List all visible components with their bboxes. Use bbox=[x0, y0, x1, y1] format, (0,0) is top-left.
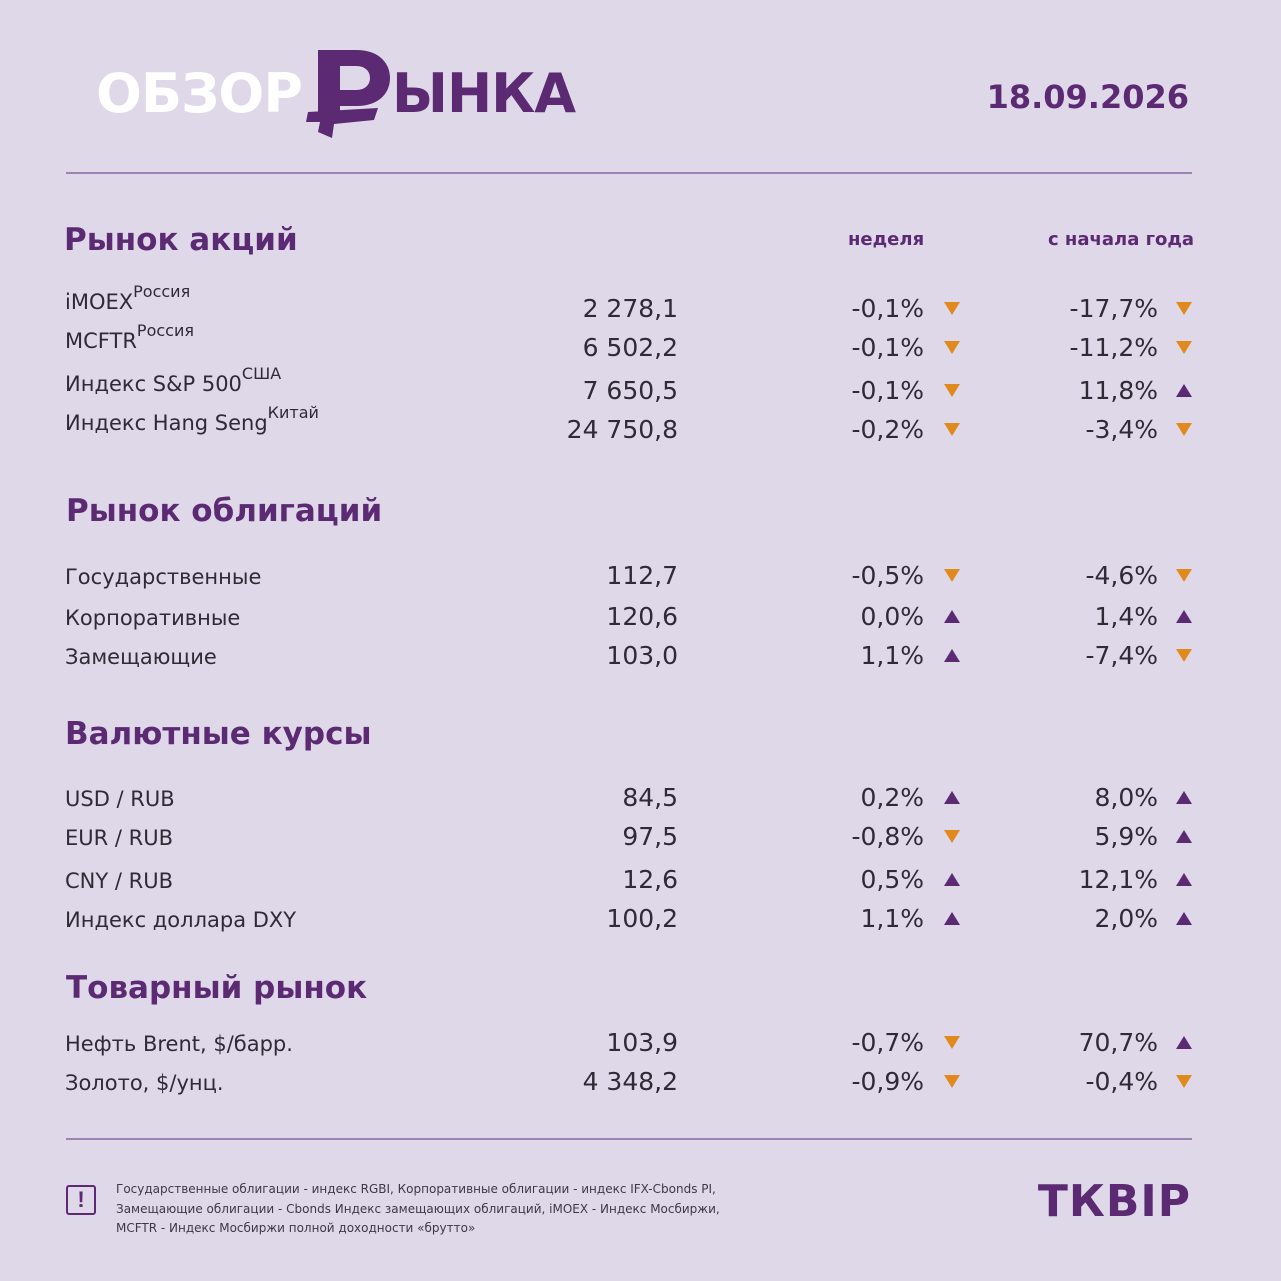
table-row bbox=[0, 1067, 1281, 1107]
row-name bbox=[65, 1071, 224, 1095]
row-name bbox=[65, 403, 319, 435]
row-week-change: 0,2% bbox=[860, 783, 924, 812]
row-value: 103,9 bbox=[606, 1028, 678, 1057]
row-name-text: CNY / RUB bbox=[65, 869, 173, 893]
row-value: 7 650,5 bbox=[582, 376, 678, 405]
row-week-change: -0,2% bbox=[851, 415, 924, 444]
row-name-text: Государственные bbox=[65, 565, 262, 589]
row-name bbox=[65, 645, 217, 669]
row-value: 97,5 bbox=[622, 822, 678, 851]
row-value: 84,5 bbox=[622, 783, 678, 812]
row-ytd-change: 70,7% bbox=[1078, 1028, 1158, 1057]
row-value: 120,6 bbox=[606, 602, 678, 631]
table-row bbox=[0, 602, 1281, 642]
row-week-change: -0,9% bbox=[851, 1067, 924, 1096]
row-name bbox=[65, 908, 296, 932]
footnote-line: Замещающие облигации - Cbonds Индекс замещающих облигаций, iMOEX - Индекс Мосбиржи, bbox=[116, 1201, 720, 1216]
arrow-down-icon bbox=[944, 830, 960, 843]
row-value: 4 348,2 bbox=[582, 1067, 678, 1096]
arrow-up-icon bbox=[1176, 830, 1192, 843]
row-name-text: iMOEX bbox=[65, 290, 134, 314]
top-divider bbox=[66, 172, 1192, 174]
arrow-down-icon bbox=[1176, 341, 1192, 354]
row-value: 2 278,1 bbox=[582, 294, 678, 323]
row-ytd-change: -3,4% bbox=[1085, 415, 1158, 444]
bottom-divider bbox=[66, 1138, 1192, 1140]
row-name bbox=[65, 826, 173, 850]
table-row bbox=[0, 822, 1281, 862]
row-week-change: 0,5% bbox=[860, 865, 924, 894]
arrow-up-icon bbox=[944, 791, 960, 804]
row-name-text: Замещающие bbox=[65, 645, 217, 669]
row-name-text: MCFTR bbox=[65, 329, 137, 353]
arrow-down-icon bbox=[1176, 569, 1192, 582]
row-ytd-change: -11,2% bbox=[1069, 333, 1158, 362]
row-ytd-change: 8,0% bbox=[1094, 783, 1158, 812]
arrow-up-icon bbox=[1176, 873, 1192, 886]
row-name bbox=[65, 321, 194, 353]
row-ytd-change: 11,8% bbox=[1078, 376, 1158, 405]
arrow-down-icon bbox=[944, 569, 960, 582]
arrow-up-icon bbox=[944, 610, 960, 623]
footnote-line: MCFTR - Индекс Мосбиржи полной доходности «брутто» bbox=[116, 1221, 476, 1235]
row-ytd-change: 2,0% bbox=[1094, 904, 1158, 933]
row-name bbox=[65, 1032, 293, 1056]
arrow-down-icon bbox=[944, 341, 960, 354]
arrow-up-icon bbox=[1176, 610, 1192, 623]
arrow-down-icon bbox=[1176, 649, 1192, 662]
table-row bbox=[0, 641, 1281, 681]
arrow-down-icon bbox=[944, 384, 960, 397]
column-week-header: неделя bbox=[848, 229, 925, 250]
row-name bbox=[65, 364, 282, 396]
row-country: Китай bbox=[267, 403, 319, 422]
row-week-change: -0,1% bbox=[851, 376, 924, 405]
exclamation-icon: ! bbox=[66, 1185, 96, 1215]
arrow-down-icon bbox=[1176, 302, 1192, 315]
arrow-up-icon bbox=[944, 649, 960, 662]
row-name bbox=[65, 869, 173, 893]
row-name-text: Индекс S&P 500 bbox=[65, 372, 242, 396]
section-bonds-title: Рынок облигаций bbox=[66, 493, 383, 529]
table-row bbox=[0, 403, 1281, 455]
row-ytd-change: -7,4% bbox=[1085, 641, 1158, 670]
table-row bbox=[0, 783, 1281, 823]
row-ytd-change: 5,9% bbox=[1094, 822, 1158, 851]
row-ytd-change: -17,7% bbox=[1069, 294, 1158, 323]
section-stocks-title: Рынок акций bbox=[64, 222, 298, 258]
row-week-change: 0,0% bbox=[860, 602, 924, 631]
arrow-down-icon bbox=[944, 423, 960, 436]
table-row bbox=[0, 561, 1281, 601]
row-value: 24 750,8 bbox=[566, 415, 678, 444]
report-date: 18.09.2026 bbox=[986, 78, 1189, 116]
footnote-line: Государственные облигации - индекс RGBI, Корпоративные облигации - индекс IFX-Cbonds PI, bbox=[116, 1182, 716, 1196]
row-week-change: -0,7% bbox=[851, 1028, 924, 1057]
arrow-up-icon bbox=[944, 873, 960, 886]
row-week-change: -0,1% bbox=[851, 294, 924, 323]
row-ytd-change: 12,1% bbox=[1078, 865, 1158, 894]
table-row bbox=[0, 1028, 1281, 1068]
row-country: Россия bbox=[133, 282, 191, 301]
row-value: 12,6 bbox=[622, 865, 678, 894]
row-name bbox=[65, 282, 191, 314]
row-name-text: Корпоративные bbox=[65, 606, 241, 630]
title-rynka: ЫНКА bbox=[392, 62, 576, 125]
row-ytd-change: -4,6% bbox=[1085, 561, 1158, 590]
row-ytd-change: -0,4% bbox=[1085, 1067, 1158, 1096]
row-name-text: Нефть Brent, $/барр. bbox=[65, 1032, 293, 1056]
table-row bbox=[0, 865, 1281, 905]
row-name bbox=[65, 787, 175, 811]
row-name-text: EUR / RUB bbox=[65, 826, 174, 850]
row-value: 100,2 bbox=[606, 904, 678, 933]
table-row bbox=[0, 321, 1281, 373]
row-ytd-change: 1,4% bbox=[1094, 602, 1158, 631]
row-value: 103,0 bbox=[606, 641, 678, 670]
row-week-change: -0,1% bbox=[851, 333, 924, 362]
title-obzor: ОБЗОР bbox=[96, 62, 302, 125]
arrow-up-icon bbox=[1176, 1036, 1192, 1049]
row-name-text: Индекс доллара DXY bbox=[65, 908, 297, 932]
row-week-change: 1,1% bbox=[860, 904, 924, 933]
row-name-text: Индекс Hang Seng bbox=[65, 411, 268, 435]
row-value: 6 502,2 bbox=[582, 333, 678, 362]
row-value: 112,7 bbox=[606, 561, 678, 590]
footnote bbox=[116, 1180, 756, 1239]
arrow-up-icon bbox=[1176, 791, 1192, 804]
row-name-text: Золото, $/унц. bbox=[65, 1071, 224, 1095]
section-commodities-title: Товарный рынок bbox=[66, 970, 368, 1006]
row-country: Россия bbox=[136, 321, 194, 340]
ruble-logo-icon bbox=[304, 44, 394, 144]
row-week-change: 1,1% bbox=[860, 641, 924, 670]
arrow-down-icon bbox=[1176, 1075, 1192, 1088]
arrow-down-icon bbox=[944, 302, 960, 315]
section-fx-title: Валютные курсы bbox=[65, 716, 372, 752]
arrow-up-icon bbox=[1176, 384, 1192, 397]
brand-logo: ТКВIР bbox=[1037, 1176, 1191, 1227]
row-name-text: USD / RUB bbox=[65, 787, 175, 811]
arrow-up-icon bbox=[944, 912, 960, 925]
arrow-up-icon bbox=[1176, 912, 1192, 925]
column-ytd-header: с начала года bbox=[1048, 229, 1195, 250]
row-week-change: -0,8% bbox=[851, 822, 924, 851]
row-name bbox=[65, 565, 261, 589]
row-week-change: -0,5% bbox=[851, 561, 924, 590]
arrow-down-icon bbox=[1176, 423, 1192, 436]
arrow-down-icon bbox=[944, 1075, 960, 1088]
table-row bbox=[0, 904, 1281, 944]
row-name bbox=[65, 606, 240, 630]
row-country: США bbox=[241, 364, 282, 383]
arrow-down-icon bbox=[944, 1036, 960, 1049]
